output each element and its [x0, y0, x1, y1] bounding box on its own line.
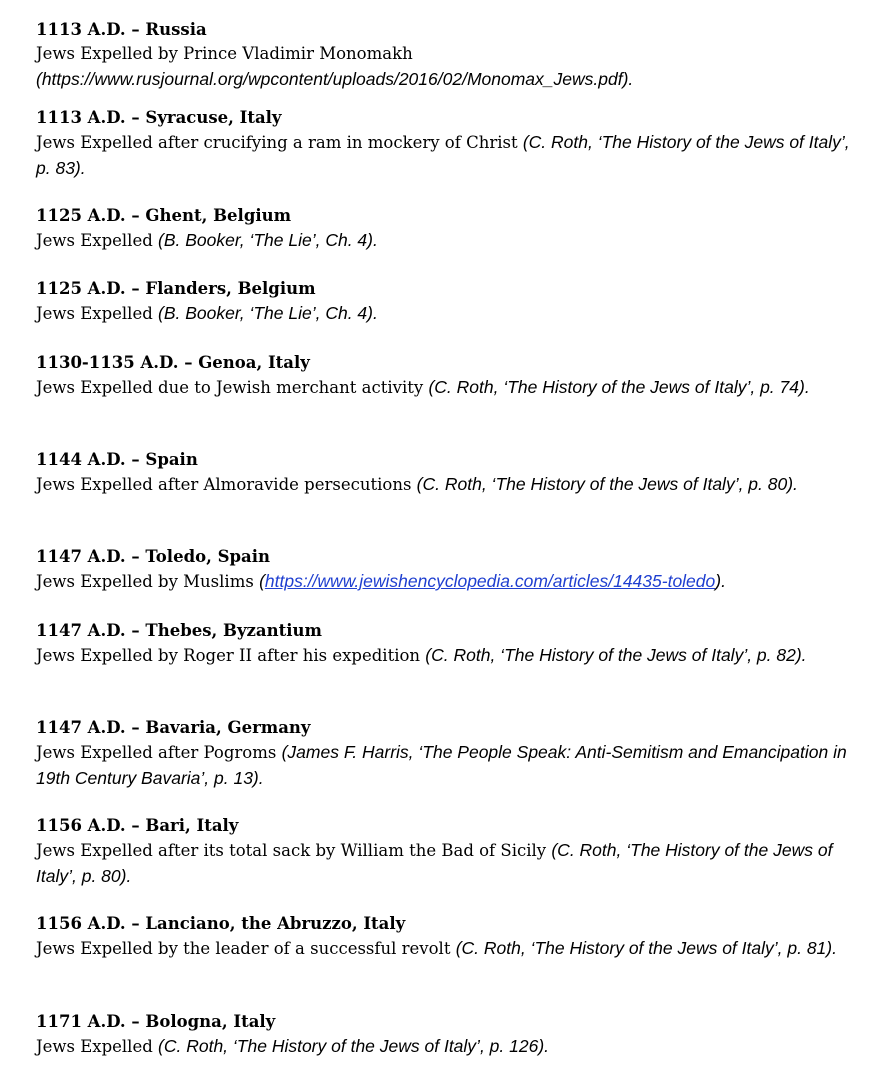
citation-open-paren: (: [259, 571, 265, 591]
entry-body: [36, 42, 633, 92]
entry-body: [36, 130, 856, 181]
entry-text: Jews Expelled due to Jewish merchant activity: [36, 378, 424, 397]
entry-1144-spain: [36, 448, 798, 498]
entry-heading: 1113 A.D. – Syracuse, Italy: [36, 108, 282, 127]
entry-citation: (C. Roth, ‘The History of the Jews of Italy’, p. 83).: [36, 132, 850, 178]
entry-heading: 1125 A.D. – Flanders, Belgium: [36, 279, 316, 298]
entry-heading: 1147 A.D. – Thebes, Byzantium: [36, 621, 322, 640]
entry-heading: 1147 A.D. – Toledo, Spain: [36, 547, 271, 566]
entry-heading: 1156 A.D. – Bari, Italy: [36, 816, 239, 835]
entry-1125-flanders: [36, 277, 378, 327]
entry-heading: 1113 A.D. – Russia: [36, 20, 207, 39]
entry-text: Jews Expelled: [36, 231, 153, 250]
entry-text: Jews Expelled after its total sack by William the Bad of Sicily: [36, 841, 547, 860]
entry-1147-toledo: [36, 545, 726, 595]
entry-1147-bavaria: [36, 716, 856, 791]
entry-heading: 1144 A.D. – Spain: [36, 450, 198, 469]
entry-text: Jews Expelled by Muslims: [36, 572, 254, 591]
entry-1113-syracuse: [36, 106, 856, 181]
entry-citation: (C. Roth, ‘The History of the Jews of Italy’, p. 81).: [455, 938, 837, 958]
entry-body: [36, 228, 378, 254]
jewishencyclopedia-toledo-link[interactable]: https://www.jewishencyclopedia.com/articles/14435-toledo: [264, 571, 716, 591]
entry-body: [36, 375, 810, 401]
entry-citation: [259, 571, 726, 591]
entry-text: Jews Expelled by Prince Vladimir Monomakh: [36, 44, 413, 63]
entry-citation: (C. Roth, ‘The History of the Jews of Italy’, p. 82).: [425, 645, 807, 665]
citation-close-paren: ).: [715, 571, 726, 591]
entry-body: [36, 643, 807, 669]
entry-citation: (James F. Harris, ‘The People Speak: Anti-Semitism and Emancipation in 19th Century Bavaria’, p. 13).: [36, 742, 847, 788]
entry-1156-lanciano: [36, 912, 837, 962]
entry-1156-bari: [36, 814, 856, 889]
entry-body: [36, 936, 837, 962]
entry-1113-russia: [36, 18, 633, 92]
entry-1147-thebes: [36, 619, 807, 669]
entry-body: [36, 1034, 549, 1060]
entry-text: Jews Expelled: [36, 1037, 153, 1056]
entry-body: [36, 569, 726, 595]
entry-heading: 1130-1135 A.D. – Genoa, Italy: [36, 353, 310, 372]
entry-body: [36, 301, 378, 327]
entry-citation: (https://www.rusjournal.org/wpcontent/uploads/2016/02/Monomax_Jews.pdf).: [36, 68, 634, 89]
entry-heading: 1147 A.D. – Bavaria, Germany: [36, 718, 311, 737]
entry-citation: (C. Roth, ‘The History of the Jews of Italy’, p. 74).: [428, 377, 810, 397]
entry-text: Jews Expelled by the leader of a successful revolt: [36, 939, 451, 958]
entry-1125-ghent: [36, 204, 378, 254]
entry-1130-genoa: [36, 351, 810, 401]
entry-text: Jews Expelled after Almoravide persecutions: [36, 475, 412, 494]
entry-heading: 1171 A.D. – Bologna, Italy: [36, 1012, 276, 1031]
entry-text: Jews Expelled: [36, 304, 153, 323]
entry-body: [36, 838, 856, 889]
entry-text: Jews Expelled after crucifying a ram in mockery of Christ: [36, 133, 518, 152]
entry-citation: (C. Roth, ‘The History of the Jews of Italy’, p. 126).: [158, 1036, 550, 1056]
entry-citation: (C. Roth, ‘The History of the Jews of Italy’, p. 80).: [416, 474, 798, 494]
entry-citation: (C. Roth, ‘The History of the Jews of Italy’, p. 80).: [36, 840, 833, 886]
entry-1171-bologna: [36, 1010, 549, 1060]
entry-body: [36, 472, 798, 498]
entry-text: Jews Expelled by Roger II after his expedition: [36, 646, 421, 665]
entry-body: [36, 740, 856, 791]
entry-citation: (B. Booker, ‘The Lie’, Ch. 4).: [158, 230, 378, 250]
entry-heading: 1125 A.D. – Ghent, Belgium: [36, 206, 292, 225]
entry-text: Jews Expelled after Pogroms: [36, 743, 277, 762]
entry-citation: (B. Booker, ‘The Lie’, Ch. 4).: [158, 303, 378, 323]
entry-heading: 1156 A.D. – Lanciano, the Abruzzo, Italy: [36, 914, 406, 933]
